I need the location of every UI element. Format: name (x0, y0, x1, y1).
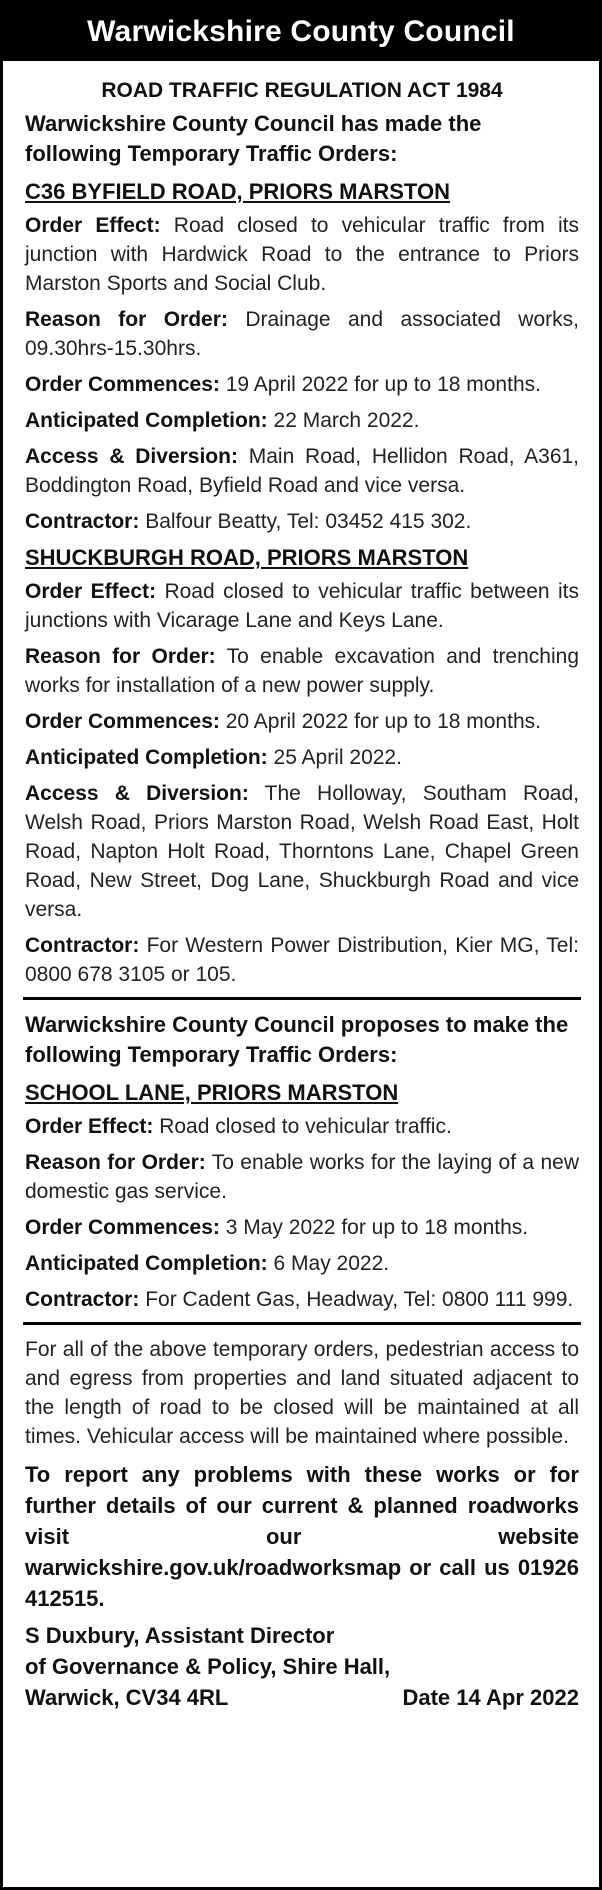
field-label: Contractor: (25, 934, 140, 957)
order-field (25, 305, 579, 363)
order-field (25, 442, 579, 500)
field-text: Road closed to vehicular traffic between its junctions with Vicarage Lane and Keys Lane. (25, 580, 580, 632)
field-text: 3 May 2022 for up to 18 months. (225, 1216, 529, 1239)
field-label: Order Effect: (25, 214, 161, 237)
field-label: Anticipated Completion: (25, 1252, 268, 1275)
council-banner: Warwickshire County Council (3, 3, 599, 61)
field-label: Contractor: (25, 510, 140, 533)
field-label: Order Commences: (25, 373, 220, 396)
divider (23, 997, 581, 1000)
field-text: To enable works for the laying of a new domestic gas service. (25, 1151, 579, 1203)
order-field (25, 577, 579, 635)
field-label: Order Effect: (25, 1115, 154, 1138)
order-field (25, 931, 579, 989)
signature-line-2: of Governance & Policy, Shire Hall, (25, 1654, 391, 1679)
field-label: Anticipated Completion: (25, 746, 268, 769)
field-label: Anticipated Completion: (25, 409, 268, 432)
field-text: Drainage and associated works, 09.30hrs-15.30hrs. (25, 308, 579, 360)
divider (23, 1322, 581, 1325)
signature-line-3: Warwick, CV34 4RL (25, 1685, 229, 1710)
field-text: For Cadent Gas, Headway, Tel: 0800 111 999. (145, 1288, 574, 1311)
field-text: 22 March 2022. (273, 409, 420, 432)
order-field (25, 1112, 579, 1141)
order-field (25, 370, 579, 399)
order-field (25, 1148, 579, 1206)
field-text: Road closed to vehicular traffic from its junction with Hardwick Road to the entrance to Priors Marston Sports and Social Club. (25, 214, 579, 295)
orders-proposed-list (25, 1078, 579, 1314)
order-field (25, 642, 579, 700)
order-field (25, 779, 579, 924)
road-heading: SCHOOL LANE, PRIORS MARSTON (25, 1080, 399, 1105)
field-label: Reason for Order: (25, 1151, 206, 1174)
field-label: Access & Diversion: (25, 782, 249, 805)
field-text: 25 April 2022. (273, 746, 402, 769)
order-field (25, 743, 579, 772)
signature-line-1: S Duxbury, Assistant Director (25, 1623, 335, 1648)
order-field (25, 507, 579, 536)
field-text: 19 April 2022 for up to 18 months. (225, 373, 541, 396)
field-text: To enable excavation and trenching works for installation of a new power supply. (25, 645, 579, 697)
act-title: ROAD TRAFFIC REGULATION ACT 1984 (101, 79, 503, 102)
notice-body (3, 61, 599, 1713)
field-label: Reason for Order: (25, 308, 228, 331)
field-text: Main Road, Hellidon Road, A361, Boddington Road, Byfield Road and vice versa. (25, 445, 580, 497)
field-label: Reason for Order: (25, 645, 216, 668)
field-label: Contractor: (25, 1288, 140, 1311)
order-field (25, 211, 579, 298)
field-text: 6 May 2022. (273, 1252, 390, 1275)
field-label: Order Effect: (25, 580, 156, 603)
order-field (25, 1249, 579, 1278)
order-field (25, 406, 579, 435)
road-heading: C36 BYFIELD ROAD, PRIORS MARSTON (25, 179, 450, 204)
field-text: 20 April 2022 for up to 18 months. (225, 710, 541, 733)
intro-made: Warwickshire County Council has made the following Temporary Traffic Orders: (25, 111, 482, 166)
road-heading: SHUCKBURGH ROAD, PRIORS MARSTON (25, 545, 469, 570)
closing-statement: For all of the above temporary orders, pedestrian access to and egress from properties and land situated adjacent to the length of road to be closed will be maintained at all times. Vehicular access will be maintained where possible. (25, 1338, 579, 1448)
order-field (25, 1285, 579, 1314)
orders-made-list (25, 177, 579, 989)
field-text: Balfour Beatty, Tel: 03452 415 302. (145, 510, 472, 533)
signature-block (25, 1620, 579, 1713)
order-field (25, 707, 579, 736)
intro-proposed: Warwickshire County Council proposes to make the following Temporary Traffic Orders: (25, 1012, 569, 1067)
field-text: Road closed to vehicular traffic. (159, 1115, 452, 1138)
field-label: Access & Diversion: (25, 445, 238, 468)
field-label: Order Commences: (25, 1216, 220, 1239)
signature-line-3-row (25, 1682, 579, 1713)
report-statement: To report any problems with these works or for further details of our current & planned roadworks visit our website warwickshire.gov.uk/roadworksmap or call us 01926 412515. (25, 1462, 579, 1611)
field-label: Order Commences: (25, 710, 220, 733)
order-field (25, 1213, 579, 1242)
notice-date: Date 14 Apr 2022 (402, 1685, 579, 1710)
field-text: For Western Power Distribution, Kier MG, Tel: 0800 678 3105 or 105. (25, 934, 579, 986)
field-text: The Holloway, Southam Road, Welsh Road, Priors Marston Road, Welsh Road East, Holt Road, Napton Holt Road, Thorntons Lane, Chapel Green Road, New Street, Dog Lane, Shuckburgh Road and vice versa. (25, 782, 579, 921)
